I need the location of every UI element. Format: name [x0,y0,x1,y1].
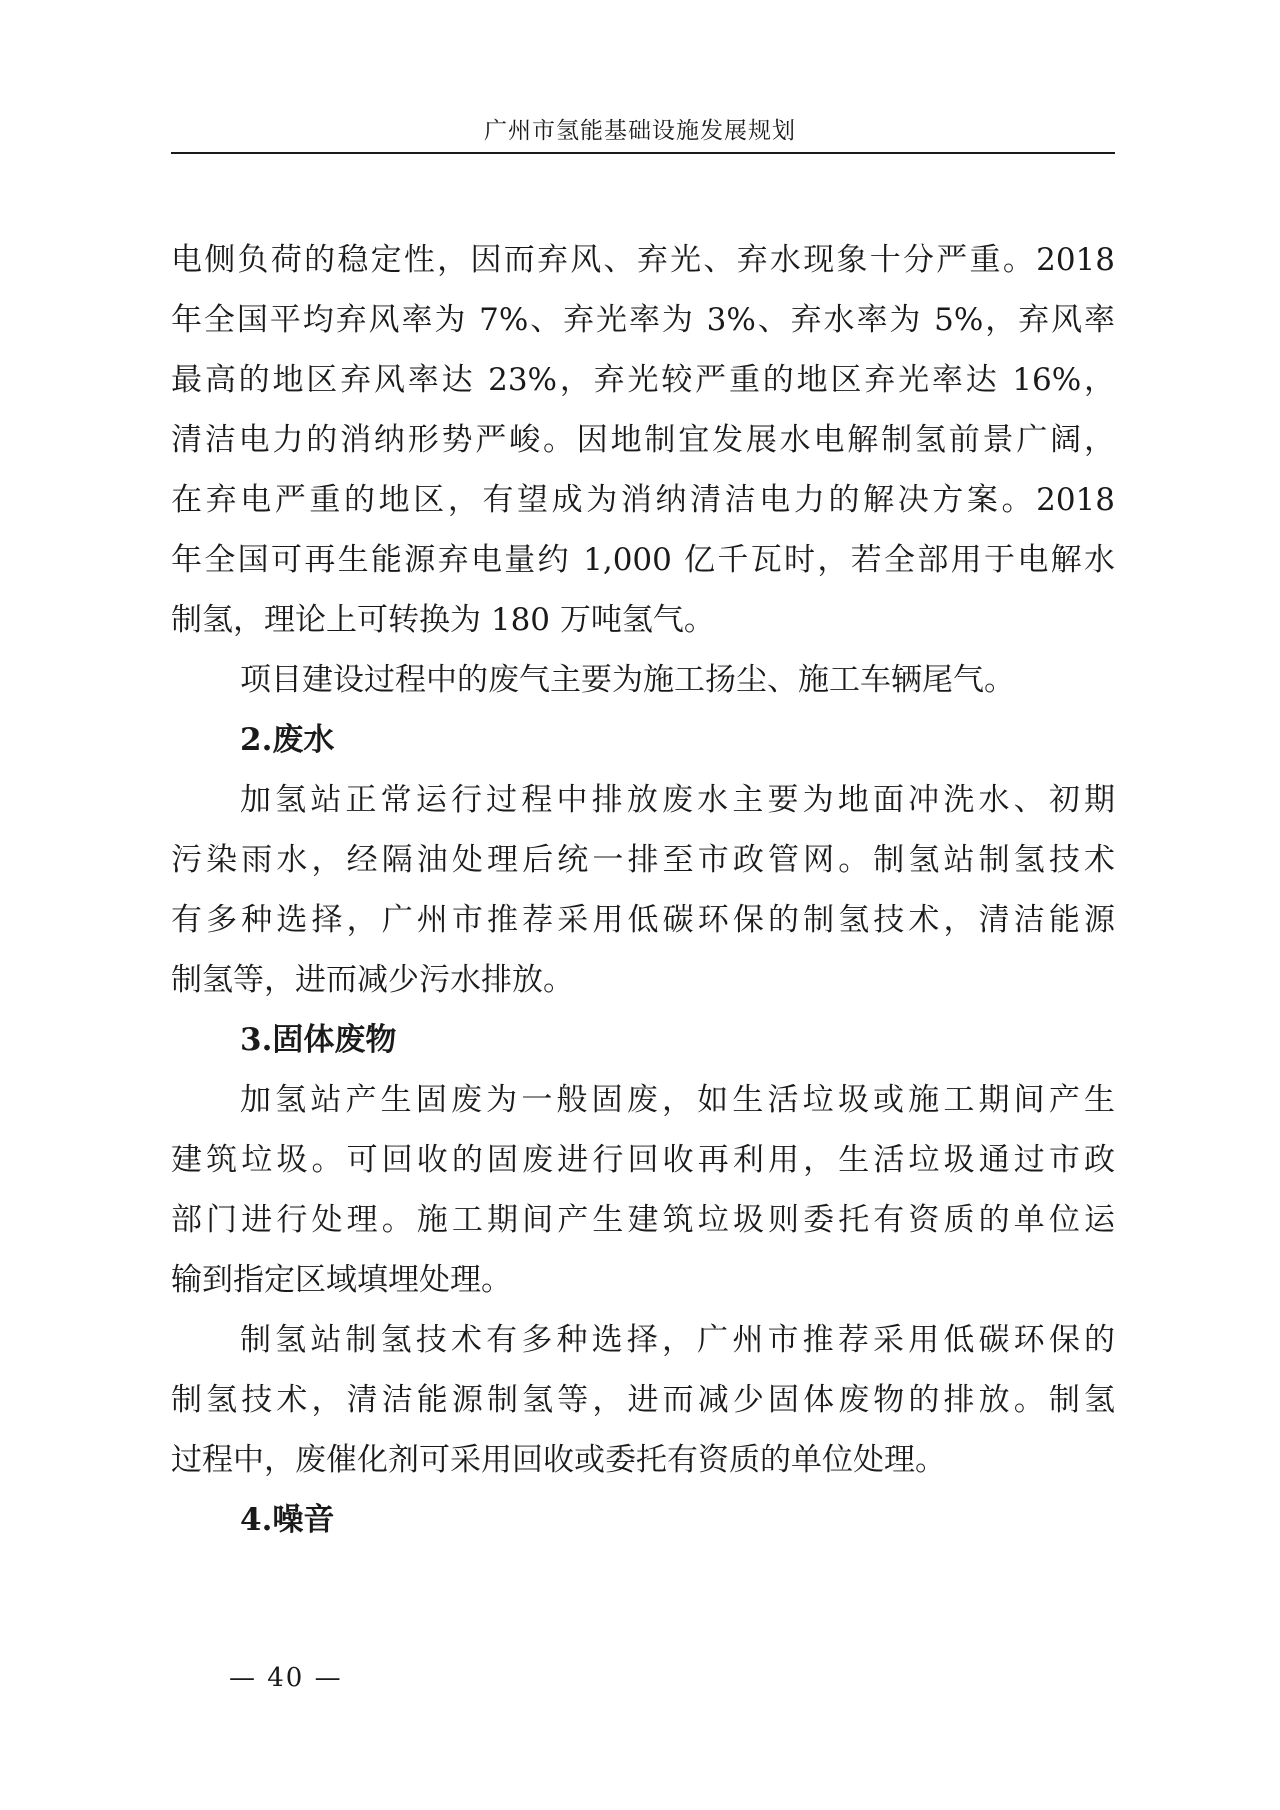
paragraph-line: 建筑垃圾。可回收的固废进行回收再利用，生活垃圾通过市政 [171,1142,1115,1178]
document-body [171,230,1115,1550]
page-number: — 40 — [229,1663,343,1693]
paragraph-line: 清洁电力的消纳形势严峻。因地制宜发展水电解制氢前景广阔， [171,422,1115,458]
running-header-title: 广州市氢能基础设施发展规划 [484,118,796,144]
paragraph-line: 在弃电严重的地区，有望成为消纳清洁电力的解决方案。2018 [171,482,1115,518]
paragraph-line: 加氢站产生固废为一般固废，如生活垃圾或施工期间产生 [240,1082,1115,1118]
section-heading-solid-waste: 3.固体废物 [240,1022,397,1058]
paragraph-line: 过程中，废催化剂可采用回收或委托有资质的单位处理。 [171,1442,946,1478]
paragraph-line: 年全国平均弃风率为 7%、弃光率为 3%、弃水率为 5%，弃风率 [171,302,1115,338]
paragraph-line: 制氢，理论上可转换为 180 万吨氢气。 [171,602,715,638]
section-heading-noise: 4.噪音 [240,1502,335,1538]
paragraph-line: 电侧负荷的稳定性，因而弃风、弃光、弃水现象十分严重。2018 [171,242,1115,278]
paragraph-line: 部门进行处理。施工期间产生建筑垃圾则委托有资质的单位运 [171,1202,1115,1238]
paragraph-line: 制氢站制氢技术有多种选择，广州市推荐采用低碳环保的 [240,1322,1115,1358]
section-heading-wastewater: 2.废水 [240,722,335,758]
header-divider [171,152,1115,154]
paragraph-line: 加氢站正常运行过程中排放废水主要为地面冲洗水、初期 [240,782,1115,818]
paragraph-line: 制氢等，进而减少污水排放。 [171,962,574,998]
paragraph-line: 有多种选择，广州市推荐采用低碳环保的制氢技术，清洁能源 [171,902,1115,938]
paragraph-line: 项目建设过程中的废气主要为施工扬尘、施工车辆尾气。 [240,662,1015,698]
paragraph-line: 最高的地区弃风率达 23%，弃光较严重的地区弃光率达 16%， [171,362,1115,398]
paragraph-line: 年全国可再生能源弃电量约 1,000 亿千瓦时，若全部用于电解水 [171,542,1115,578]
paragraph-line: 制氢技术，清洁能源制氢等，进而减少固体废物的排放。制氢 [171,1382,1115,1418]
paragraph-line: 污染雨水，经隔油处理后统一排至市政管网。制氢站制氢技术 [171,842,1115,878]
paragraph-line: 输到指定区域填埋处理。 [171,1262,512,1298]
